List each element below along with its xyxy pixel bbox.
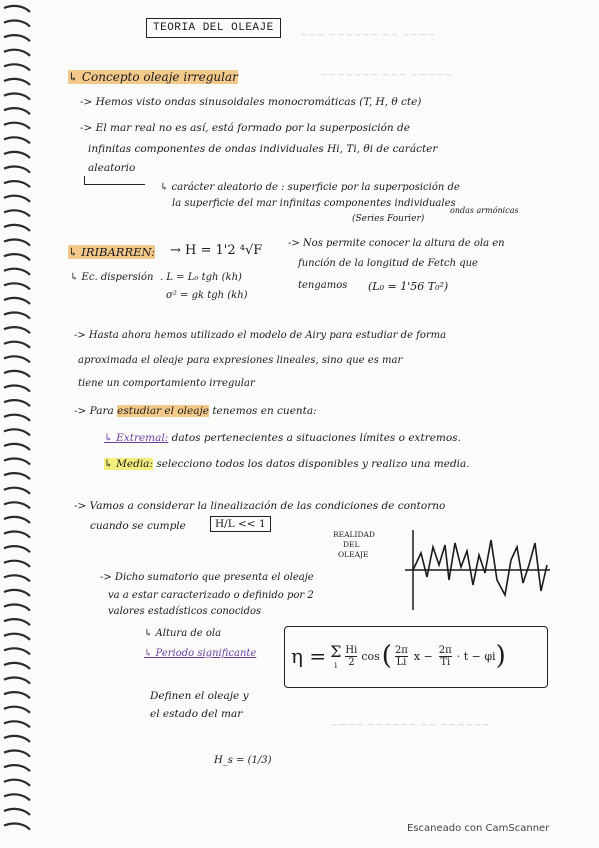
spiral-ring (4, 488, 30, 494)
study-highlight: estudiar el oleaje (117, 405, 209, 417)
frac-num: Hi (345, 644, 358, 656)
spiral-ring (4, 35, 30, 41)
iribarren-formula: → H = 1'2 ⁴√F (170, 243, 263, 258)
bleed-through-text: ~~~~ ~~~~~~ ~~ ~~~~~~ (330, 720, 491, 731)
spiral-ring (4, 824, 30, 830)
paragraph-line: -> Hemos visto ondas sinusoidales monocromáticas (T, H, θ cte) (80, 96, 422, 108)
spiral-ring (4, 225, 30, 231)
iribarren-desc: función de la longitud de Fetch que (298, 258, 478, 269)
iribarren-desc: -> Nos permite conocer la altura de ola en (288, 238, 505, 249)
frac-den: Ti (440, 656, 451, 668)
spiral-ring (4, 648, 30, 654)
spiral-ring (4, 780, 30, 786)
spiral-ring (4, 575, 30, 581)
sum-line: -> Dicho sumatorio que presenta el oleaje (100, 572, 314, 583)
sum-line: va a estar caracterizado o definido por 2 (108, 590, 314, 601)
spiral-ring (4, 356, 30, 362)
graph-label: OLEAJE (338, 550, 369, 559)
spiral-ring (4, 386, 30, 392)
dispersion-eq: . L = L₀ tgh (kh) (160, 272, 242, 283)
scanner-watermark: Escaneado con CamScanner (407, 823, 550, 834)
spiral-ring (4, 619, 30, 625)
define-line: Definen el oleaje y (150, 690, 249, 702)
spiral-ring (4, 590, 30, 596)
wave-sketch (395, 525, 555, 615)
note-line: ↳ carácter aleatorio de : superficie por la superposición de (160, 182, 460, 193)
note-line: (Series Fourier) (352, 214, 425, 224)
spiral-ring (4, 283, 30, 289)
airy-line: aproximada el oleaje para expresiones lineales, sino que es mar (78, 355, 403, 366)
iribarren-heading (68, 245, 155, 259)
media-line (104, 458, 470, 470)
spiral-ring (4, 371, 30, 377)
sum-index: i (334, 661, 338, 670)
spiral-ring (4, 108, 30, 114)
spiral-ring (4, 444, 30, 450)
iribarren-desc: (L₀ = 1'56 T₀²) (368, 280, 449, 293)
section-heading (68, 70, 238, 84)
condition-box: H/L << 1 (210, 516, 271, 532)
spiral-ring (4, 517, 30, 523)
spiral-ring (4, 210, 30, 216)
extremal-text: datos pertenecientes a situaciones límites o extremos. (168, 432, 461, 444)
paragraph-line: aleatorio (88, 162, 136, 174)
dispersion-eq: σ² = gk tgh (kh) (166, 290, 248, 301)
airy-line: tiene un comportamiento irregular (78, 378, 255, 389)
spiral-ring (4, 721, 30, 727)
spiral-ring (4, 269, 30, 275)
spiral-ring (4, 123, 30, 129)
spiral-ring (4, 6, 30, 12)
spiral-ring (4, 181, 30, 187)
bleed-through-text: ~~~~~~~ ~~~ ~~~~~ (320, 70, 453, 81)
spiral-ring (4, 605, 30, 611)
spiral-ring (4, 765, 30, 771)
heading-text: ↳ Concepto oleaje irregular (68, 70, 238, 84)
spiral-binding (0, 0, 36, 848)
spiral-ring (4, 561, 30, 567)
study-line (74, 405, 317, 417)
spiral-ring (4, 64, 30, 70)
spiral-ring (4, 152, 30, 158)
iribarren-label: ↳ IRIBARREN: (68, 245, 156, 259)
spiral-ring (4, 196, 30, 202)
spiral-ring (4, 473, 30, 479)
spiral-ring (4, 400, 30, 406)
sum-item: ↳ Altura de ola (144, 628, 222, 639)
spiral-ring (4, 707, 30, 713)
graph-label: REALIDAD (333, 530, 375, 539)
extremal-label: ↳ Extremal: (104, 432, 169, 444)
spiral-ring (4, 546, 30, 552)
linear-line: -> Vamos a considerar la linealización de las condiciones de contorno (74, 500, 446, 512)
spiral-ring (4, 794, 30, 800)
frac-num: 2π (394, 644, 408, 656)
media-label: ↳ Media: (104, 458, 153, 470)
frac-num: 2π (438, 644, 452, 656)
sum-item (144, 648, 256, 659)
aleatorio-bracket (84, 176, 145, 185)
spiral-ring (4, 50, 30, 56)
eta-symbol: η = (291, 644, 327, 668)
equation-box: η = Σ i $\frac{Hi}{2}$ cos ( $\frac{2\pi}{Li}$ x − $\frac{2\pi}{Ti}$ · t − φi ) (284, 626, 548, 688)
spiral-ring (4, 94, 30, 100)
spiral-ring (4, 736, 30, 742)
airy-line: -> Hasta ahora hemos utilizado el modelo de Airy para estudiar de forma (74, 330, 447, 341)
spiral-ring (4, 415, 30, 421)
cos-label: cos (361, 649, 380, 663)
paragraph-line: infinitas componentes de ondas individuales Hi, Ti, θi de carácter (88, 143, 438, 155)
spiral-ring (4, 663, 30, 669)
spiral-ring (4, 751, 30, 757)
spiral-ring (4, 313, 30, 319)
spiral-ring (4, 298, 30, 304)
extremal-line (104, 432, 461, 444)
spiral-ring (4, 809, 30, 815)
define-line: el estado del mar (150, 708, 243, 720)
page-title: TEORIA DEL OLEAJE (146, 18, 281, 38)
spiral-ring (4, 254, 30, 260)
paragraph-line: -> El mar real no es así, está formado por la superposición de (80, 122, 410, 134)
sum-symbol: Σ (330, 642, 342, 661)
sum-line: valores estadísticos conocidos (108, 606, 262, 617)
spiral-ring (4, 459, 30, 465)
study-suffix: tenemos en cuenta: (208, 405, 317, 417)
note-line: la superficie del mar infinitas componentes individuales (172, 198, 456, 209)
spiral-ring (4, 678, 30, 684)
bottom-note: H_s = (1/3) (214, 755, 272, 766)
linear-line: cuando se cumple (90, 520, 186, 532)
iribarren-desc: tengamos (298, 280, 348, 291)
eq-mid: x − (413, 649, 433, 663)
spiral-ring (4, 502, 30, 508)
spiral-ring (4, 137, 30, 143)
bleed-through-text: ~~~ ~~~~~~ ~~ ~~~~ (300, 30, 436, 41)
spiral-ring (4, 21, 30, 27)
spiral-ring (4, 167, 30, 173)
study-prefix: -> Para (74, 405, 118, 417)
periodo-label: ↳ Periodo significante (144, 648, 257, 659)
spiral-ring (4, 634, 30, 640)
dispersion-label: ↳ Ec. dispersión (70, 272, 154, 283)
eq-tail: · t − φi (456, 649, 496, 663)
frac-den: 2 (348, 656, 355, 668)
media-text: selecciono todos los datos disponibles y realizo una media. (152, 458, 470, 470)
spiral-ring (4, 240, 30, 246)
spiral-ring (4, 429, 30, 435)
frac-den: Li (396, 656, 407, 668)
spiral-ring (4, 327, 30, 333)
note-line: ondas armónicas (450, 206, 519, 215)
spiral-ring (4, 79, 30, 85)
spiral-ring (4, 532, 30, 538)
spiral-ring (4, 692, 30, 698)
spiral-ring (4, 342, 30, 348)
graph-label: DEL (343, 540, 360, 549)
